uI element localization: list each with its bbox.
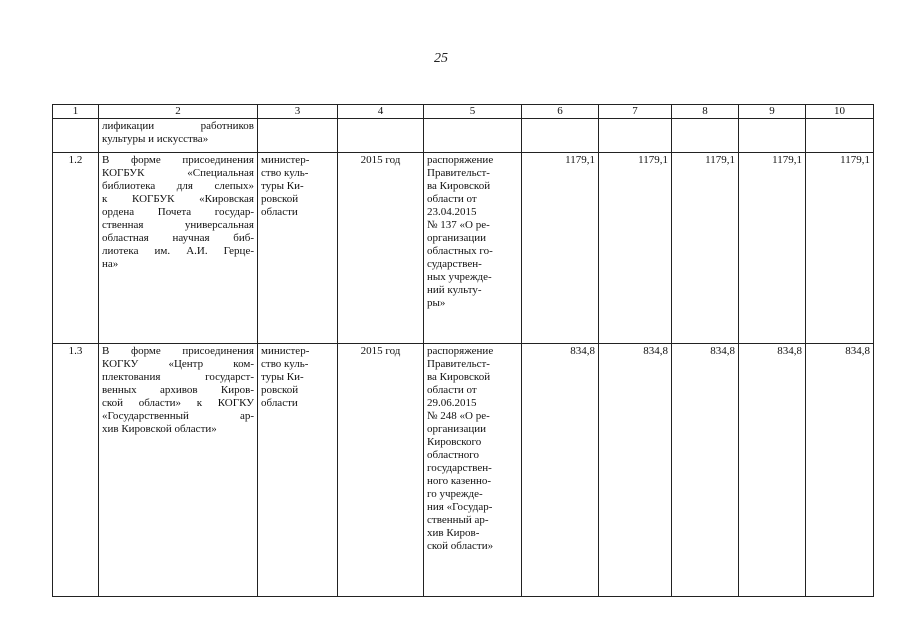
text-line: плектования государст- — [102, 371, 254, 383]
value-cell: 834,8 — [739, 344, 806, 597]
description-cell — [99, 119, 258, 153]
row-number: 1.3 — [53, 344, 99, 597]
text-line: В форме присоединения — [102, 154, 254, 166]
text-line: области от — [427, 193, 477, 205]
text-line: хив Кировской области» — [102, 423, 217, 435]
text-line: области — [261, 397, 298, 409]
text-line: ва Кировской — [427, 371, 491, 383]
header-cell: 1 — [53, 105, 99, 119]
row-number: 1.2 — [53, 153, 99, 344]
responsible-cell — [258, 344, 338, 597]
text-line: Правительст- — [427, 167, 490, 179]
text-line: туры Ки- — [261, 371, 304, 383]
text-line: КОГКУ «Центр ком- — [102, 358, 254, 370]
text-line: ного казенно- — [427, 475, 492, 487]
text-line: области — [261, 206, 298, 218]
text-line: № 137 «О ре- — [427, 219, 490, 231]
text-line: государствен- — [427, 462, 492, 474]
text-line: хив Киров- — [427, 527, 480, 539]
text-line: ственный ар- — [427, 514, 489, 526]
header-cell: 2 — [99, 105, 258, 119]
text-line: организации — [427, 423, 487, 435]
header-cell: 7 — [599, 105, 672, 119]
value-cell: 834,8 — [806, 344, 874, 597]
text-line: области от — [427, 384, 477, 396]
text-line: ство куль- — [261, 358, 309, 370]
text-line: к КОГБУК «Кировская — [102, 193, 254, 205]
text-line: лиотека им. А.И. Герце- — [102, 245, 254, 257]
description-cell — [99, 153, 258, 344]
document-cell — [424, 153, 522, 344]
value-cell: 1179,1 — [522, 153, 599, 344]
text-line: ных учрежде- — [427, 271, 492, 283]
continuation-row — [53, 119, 874, 153]
text-line: лификации работников — [102, 120, 254, 132]
text-line: областного — [427, 449, 480, 461]
text-line: туры Ки- — [261, 180, 304, 192]
text-line: В форме присоединения — [102, 345, 254, 357]
text-line: № 248 «О ре- — [427, 410, 490, 422]
text-line: министер- — [261, 154, 310, 166]
text-line: «Государственный ар- — [102, 410, 254, 422]
text-line: ния «Государ- — [427, 501, 493, 513]
header-cell: 3 — [258, 105, 338, 119]
text-line: венных архивов Киров- — [102, 384, 254, 396]
year-cell: 2015 год — [338, 344, 424, 597]
description-cell — [99, 344, 258, 597]
value-cell: 1179,1 — [672, 153, 739, 344]
text-line: распоряжение — [427, 154, 494, 166]
plan-table — [52, 104, 874, 597]
responsible-cell — [258, 153, 338, 344]
text-line: Правительст- — [427, 358, 490, 370]
table-row — [53, 344, 874, 597]
table-row — [53, 153, 874, 344]
value-cell: 1179,1 — [739, 153, 806, 344]
header-cell: 10 — [806, 105, 874, 119]
text-line: организации — [427, 232, 487, 244]
text-line: ство куль- — [261, 167, 309, 179]
value-cell: 834,8 — [522, 344, 599, 597]
value-cell: 834,8 — [599, 344, 672, 597]
text-line: на» — [102, 258, 119, 270]
text-line: 29.06.2015 — [427, 397, 477, 409]
value-cell: 1179,1 — [806, 153, 874, 344]
text-line: областных го- — [427, 245, 493, 257]
page-number: 25 — [434, 51, 448, 66]
value-cell: 1179,1 — [599, 153, 672, 344]
header-cell: 9 — [739, 105, 806, 119]
text-line: ва Кировской — [427, 180, 491, 192]
text-line: министер- — [261, 345, 310, 357]
text-line: библиотека для слепых» — [102, 180, 254, 192]
text-line: сударствен- — [427, 258, 482, 270]
text-line: ровской — [261, 384, 299, 396]
text-line: областная научная биб- — [102, 232, 254, 244]
text-line: ний культу- — [427, 284, 482, 296]
header-row — [53, 105, 874, 119]
text-line: распоряжение — [427, 345, 494, 357]
text-line: ордена Почета государ- — [102, 206, 254, 218]
text-line: ры» — [427, 297, 446, 309]
text-line: культуры и искусства» — [102, 133, 209, 145]
text-line: 23.04.2015 — [427, 206, 477, 218]
value-cell: 834,8 — [672, 344, 739, 597]
header-cell: 6 — [522, 105, 599, 119]
text-line: ственная универсальная — [102, 219, 254, 231]
year-cell: 2015 год — [338, 153, 424, 344]
header-cell: 5 — [424, 105, 522, 119]
text-line: ской области» к КОГКУ — [102, 397, 254, 409]
document-cell — [424, 344, 522, 597]
text-line: ровской — [261, 193, 299, 205]
text-line: Кировского — [427, 436, 482, 448]
header-cell: 8 — [672, 105, 739, 119]
text-line: ской области» — [427, 540, 494, 552]
header-cell: 4 — [338, 105, 424, 119]
text-line: КОГБУК «Специальная — [102, 167, 254, 179]
text-line: го учрежде- — [427, 488, 483, 500]
